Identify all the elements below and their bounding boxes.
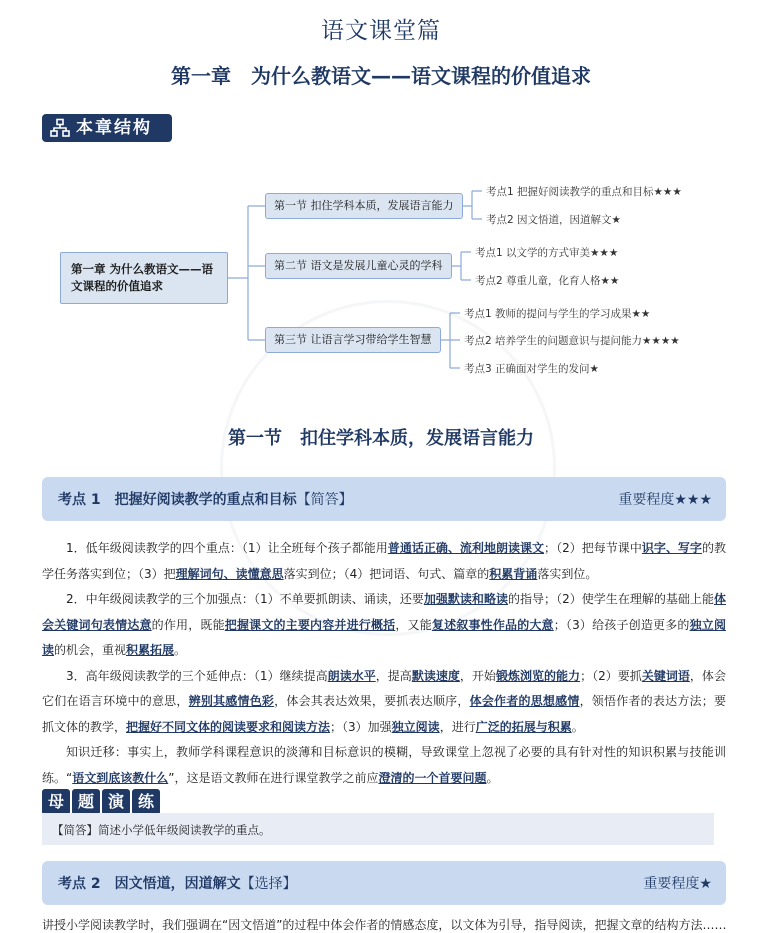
key-phrase: 锻炼浏览的能力 — [495, 668, 581, 683]
paragraph-3: 3．高年级阅读教学的三个延伸点：（1）继续提高朗读水平，提高默读速度，开始锻炼浏览的能力；（2）要抓关键词语，体会它们在语言环境中的意思，辨别其感情色彩，体会其表达效果，要抓表达顺序，体会作者的思想感情，领悟作者的表达方法；要抓文体的教学，把握好不同文体的阅读要求和阅读方法；（3）加强独立阅读，进行广泛的拓展与积累。 — [42, 668, 726, 734]
key-phrase: 辨别其感情色彩 — [188, 694, 275, 708]
mind-map-point: 考点1 以文学的方式审美★★★ — [475, 247, 619, 259]
practice-banner-char: 题 — [72, 789, 100, 815]
structure-banner-label: 本章结构 — [76, 118, 152, 138]
key-point-2-importance: 重要程度★ — [643, 876, 712, 892]
key-phrase: 加强默读和略读 — [423, 592, 508, 606]
key-point-1-name: 考点 1 把握好阅读教学的重点和目标 — [58, 492, 297, 508]
key-point-2-tag: 【选择】 — [240, 876, 297, 892]
key-phrase: 独立阅读 — [391, 719, 440, 734]
key-point-2-name: 考点 2 因文悟道，因道解文 — [58, 876, 241, 892]
mind-map-section-2: 第二节 语文是发展儿童心灵的学科 — [265, 253, 452, 279]
key-phrase: 识字、写字 — [641, 541, 702, 555]
key-point-1-tag: 【简答】 — [296, 492, 353, 508]
page-title: 语文课堂篇 — [321, 18, 441, 44]
key-phrase: 体会作者的思想感情 — [469, 694, 580, 708]
key-phrase: 朗读水平 — [327, 668, 376, 683]
mind-map-point: 考点1 教师的提问与学生的学习成果★★ — [464, 308, 651, 320]
mind-map-point: 考点2 因文悟道，因道解文★ — [486, 214, 621, 226]
key-phrase: 体会关键词句表情达意 — [42, 592, 726, 632]
key-phrase: 把握好不同文体的阅读要求和阅读方法 — [126, 719, 331, 734]
key-point-2-bar — [42, 861, 726, 905]
key-phrase: 独立阅读 — [42, 617, 726, 657]
practice-banner — [42, 789, 160, 815]
key-point-1-body — [42, 536, 726, 791]
paragraph-1: 1．低年级阅读教学的四个重点：（1）让全班每个孩子都能用普通话正确、流利地朗读课文；（2）把每节课中识字、写字的教学任务落实到位；（3）把理解词句、读懂意思落实到位；（4）把词语、句式、篇章的积累背诵落实到位。 — [42, 541, 726, 581]
section-heading: 第一节 扣住学科本质，发展语言能力 — [228, 428, 534, 449]
practice-banner-char: 母 — [42, 789, 70, 815]
key-phrase: 默读速度 — [411, 668, 460, 683]
mind-map-point: 考点3 正确面对学生的发问★ — [464, 363, 599, 375]
mind-map-point: 考点2 培养学生的问题意识与提问能力★★★★ — [464, 335, 680, 347]
key-phrase: 澄清的一个首要问题 — [378, 770, 487, 785]
key-phrase: 关键词语 — [641, 668, 690, 683]
key-phrase: 积累拓展 — [126, 643, 175, 657]
mind-map-point: 考点2 尊重儿童，化育人格★★ — [475, 275, 620, 287]
sitemap-icon — [50, 118, 70, 138]
chapter-title: 第一章 为什么教语文——语文课程的价值追求 — [171, 64, 591, 88]
practice-banner-char: 练 — [132, 789, 160, 815]
key-phrase: 语文到底该教什么 — [72, 770, 169, 785]
key-point-2-title — [58, 873, 297, 893]
key-phrase: 普通话正确、流利地朗读课文 — [387, 541, 545, 555]
key-phrase: 把握课文的主要内容并进行概括 — [224, 617, 396, 632]
structure-banner — [42, 114, 172, 142]
key-phrase: 复述叙事性作品的大意 — [431, 617, 554, 632]
mind-map-section-3: 第三节 让语言学习带给学生智慧 — [265, 327, 441, 353]
mind-map-point: 考点1 把握好阅读教学的重点和目标★★★ — [486, 186, 682, 198]
practice-question: 【简答】简述小学低年级阅读教学的重点。 — [42, 813, 714, 845]
mind-map-root: 第一章 为什么教语文——语文课程的价值追求 — [60, 252, 228, 304]
key-point-1-importance: 重要程度★★★ — [618, 492, 712, 508]
paragraph-4: 知识迁移：事实上，教师学科课程意识的淡薄和目标意识的模糊，导致课堂上忽视了必要的具有针对性的知识积累与技能训练。“语文到底该教什么”，这是语文教师在进行课堂教学之前应澄清的一个首要问题。 — [42, 745, 726, 785]
key-point-1-title — [58, 489, 353, 509]
key-phrase: 广泛的拓展与积累 — [475, 719, 572, 734]
mind-map-section-1: 第一节 扣住学科本质，发展语言能力 — [265, 193, 463, 219]
key-phrase: 积累背诵 — [489, 566, 538, 581]
key-phrase: 理解词句、读懂意思 — [175, 566, 284, 581]
truncated-text-line: 讲授小学阅读教学时，我们强调在“因文悟道”的过程中体会作者的情感态度，以文体为引导，指导阅读，把握文章的结构方法…… — [42, 918, 726, 932]
key-point-1-bar — [42, 477, 726, 521]
paragraph-2: 2．中年级阅读教学的三个加强点：（1）不单要抓朗读、诵读，还要加强默读和略读的指导；（2）使学生在理解的基础上能体会关键词句表情达意的作用，既能把握课文的主要内容并进行概括，又能复述叙事性作品的大意；（3）给孩子创造更多的独立阅读的机会，重视积累拓展。 — [42, 592, 726, 657]
practice-banner-char: 演 — [102, 789, 130, 815]
